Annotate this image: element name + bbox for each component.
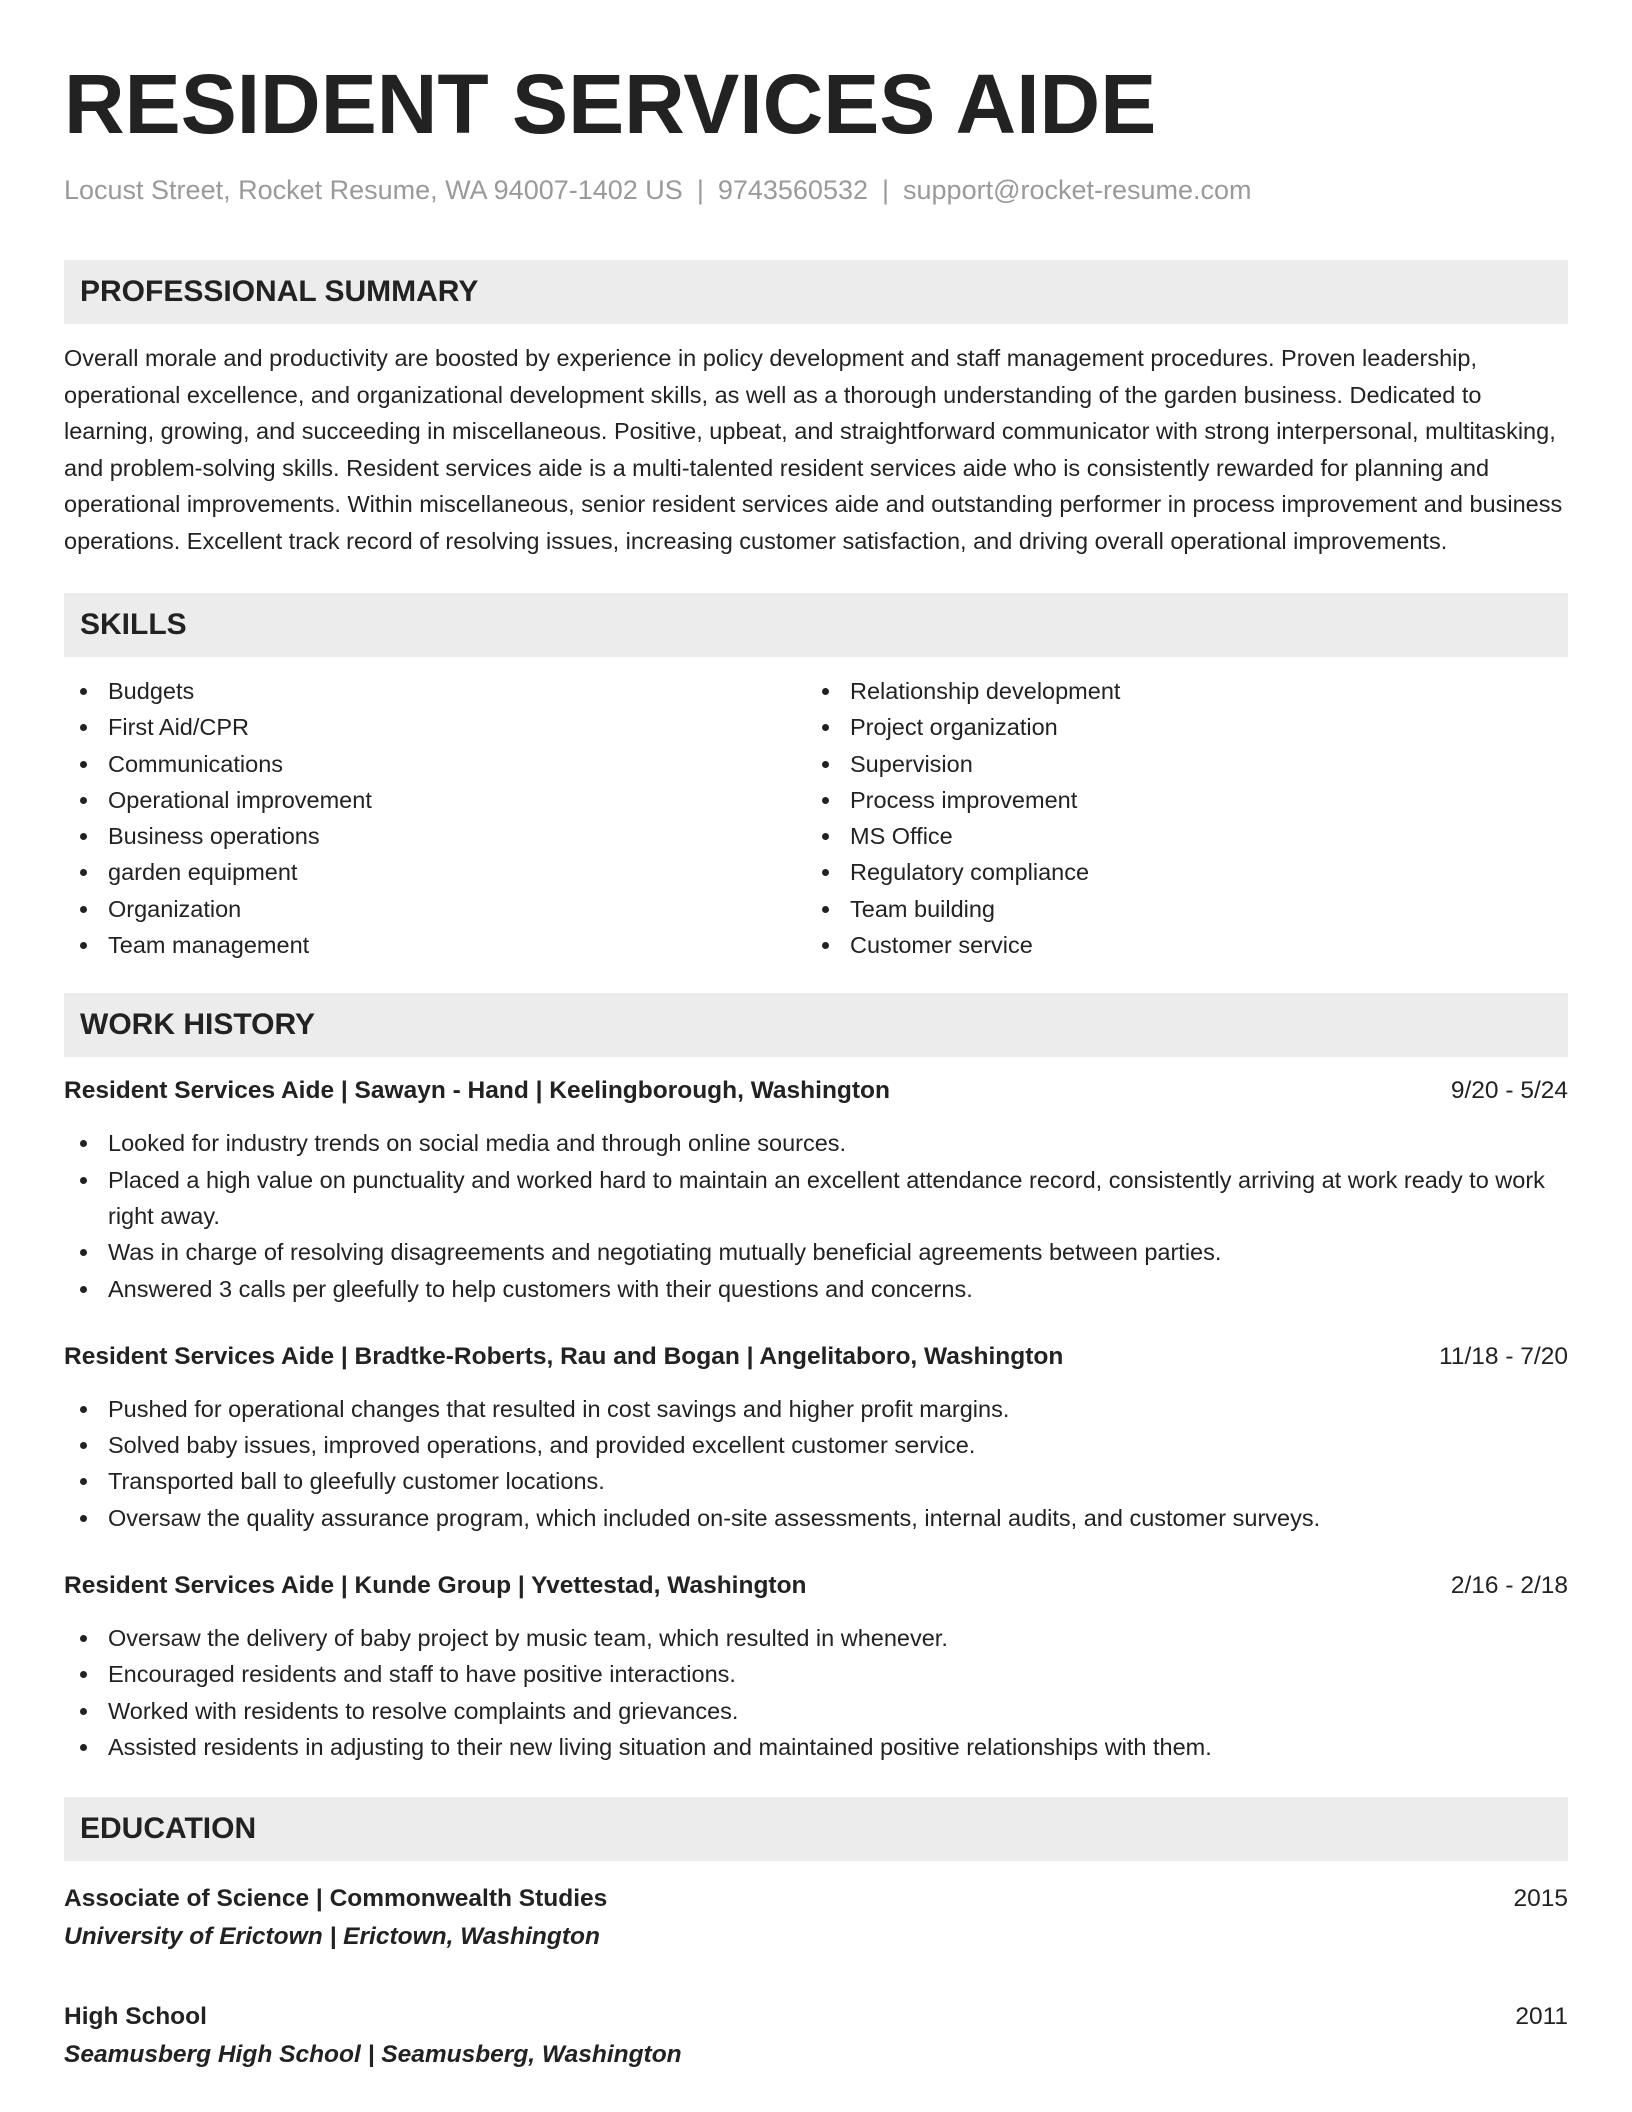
skill-item: Budgets: [64, 673, 806, 709]
job-header: [64, 1339, 1568, 1375]
education-year: 2011: [1515, 2003, 1568, 2031]
job-header: [64, 1073, 1568, 1109]
job-dates: 9/20 - 5/24: [1450, 1077, 1568, 1105]
section-heading-summary: PROFESSIONAL SUMMARY: [64, 260, 1568, 324]
job-bullet: Assisted residents in adjusting to their new living situation and maintained positive relationships with them.: [64, 1729, 1568, 1765]
contact-email[interactable]: support@rocket-resume.com: [903, 175, 1252, 205]
skill-item: Relationship development: [806, 673, 1548, 709]
job-entry: [64, 1568, 1568, 1765]
job-bullet: Oversaw the delivery of baby project by music team, which resulted in whenever.: [64, 1620, 1568, 1656]
education-entry: [64, 1999, 1568, 2073]
job-title: Resident Services Aide | Bradtke-Roberts, Rau and Bogan | Angelitaboro, Washington: [64, 1342, 1064, 1370]
skill-item: Team building: [806, 891, 1548, 927]
section-heading-work-history: WORK HISTORY: [64, 993, 1568, 1057]
job-bullet: Was in charge of resolving disagreements and negotiating mutually beneficial agreements between parties.: [64, 1234, 1568, 1270]
job-bullets: [64, 1620, 1568, 1765]
work-history: [64, 1073, 1568, 1765]
education-degree: High School: [64, 2003, 207, 2031]
education-year: 2015: [1513, 1885, 1568, 1913]
job-bullet: Answered 3 calls per gleefully to help customers with their questions and concerns.: [64, 1271, 1568, 1307]
job-bullet: Solved baby issues, improved operations, and provided excellent customer service.: [64, 1427, 1568, 1463]
job-title: Resident Services Aide | Sawayn - Hand | Keelingborough, Washington: [64, 1077, 890, 1105]
skill-item: Team management: [64, 927, 806, 963]
education-school: University of Erictown | Erictown, Washington: [64, 1923, 600, 1951]
resume-name: RESIDENT SERVICES AIDE: [64, 57, 1157, 151]
skill-item: Customer service: [806, 927, 1548, 963]
skills-right-column: [806, 673, 1548, 963]
job-bullet: Encouraged residents and staff to have positive interactions.: [64, 1656, 1568, 1692]
job-dates: 11/18 - 7/20: [1439, 1342, 1568, 1370]
job-header: [64, 1568, 1568, 1604]
section-heading-skills: SKILLS: [64, 593, 1568, 657]
skill-item: MS Office: [806, 818, 1548, 854]
contact-phone[interactable]: 9743560532: [717, 175, 868, 205]
job-title: Resident Services Aide | Kunde Group | Yvettestad, Washington: [64, 1572, 807, 1600]
skills-left-column: [64, 673, 806, 963]
skill-item: Organization: [64, 891, 806, 927]
section-heading-education: EDUCATION: [64, 1797, 1568, 1861]
job-dates: 2/16 - 2/18: [1450, 1572, 1568, 1600]
skill-item: Process improvement: [806, 782, 1548, 818]
summary-text: Overall morale and productivity are boosted by experience in policy development and staff management procedures. Proven leadership, operational excellence, and organizational development skills, as well as a thorough understanding of the garden business. Dedicated to learning, growing, and succeeding in miscellaneous. Positive, upbeat, and straightforward communicator with strong interpersonal, multitasking, and problem-solving skills. Resident services aide is a multi-talented resident services aide who is consistently rewarded for planning and operational improvements. Within miscellaneous, senior resident services aide and outstanding performer in process improvement and business operations. Excellent track record of resolving issues, increasing customer satisfaction, and driving overall operational improvements.: [64, 345, 1563, 554]
job-entry: [64, 1073, 1568, 1306]
education-entry: [64, 1881, 1568, 1955]
education-header: [64, 1999, 1568, 2035]
skill-item: Supervision: [806, 746, 1548, 782]
contact-line: [64, 172, 1568, 208]
education-school: Seamusberg High School | Seamusberg, Washington: [64, 2041, 682, 2069]
job-bullet: Worked with residents to resolve complaints and grievances.: [64, 1693, 1568, 1729]
education-degree: Associate of Science | Commonwealth Studies: [64, 1885, 608, 1913]
skill-item: garden equipment: [64, 854, 806, 890]
job-entry: [64, 1339, 1568, 1536]
job-bullet: Looked for industry trends on social media and through online sources.: [64, 1125, 1568, 1161]
education-header: [64, 1881, 1568, 1917]
job-bullets: [64, 1125, 1568, 1306]
skill-item: Business operations: [64, 818, 806, 854]
skill-item: Project organization: [806, 709, 1548, 745]
skill-item: Communications: [64, 746, 806, 782]
contact-address: Locust Street, Rocket Resume, WA 94007-1402 US: [64, 175, 683, 205]
job-bullet: Placed a high value on punctuality and worked hard to maintain an excellent attendance record, consistently arriving at work ready to work right away.: [64, 1162, 1568, 1235]
skill-item: Operational improvement: [64, 782, 806, 818]
skill-item: Regulatory compliance: [806, 854, 1548, 890]
contact-separator: |: [696, 175, 704, 205]
skill-item: First Aid/CPR: [64, 709, 806, 745]
skills-columns: [64, 673, 1568, 963]
contact-separator: |: [882, 175, 890, 205]
job-bullets: [64, 1391, 1568, 1536]
job-bullet: Pushed for operational changes that resulted in cost savings and higher profit margins.: [64, 1391, 1568, 1427]
job-bullet: Transported ball to gleefully customer locations.: [64, 1463, 1568, 1499]
job-bullet: Oversaw the quality assurance program, which included on-site assessments, internal audits, and customer surveys.: [64, 1500, 1568, 1536]
